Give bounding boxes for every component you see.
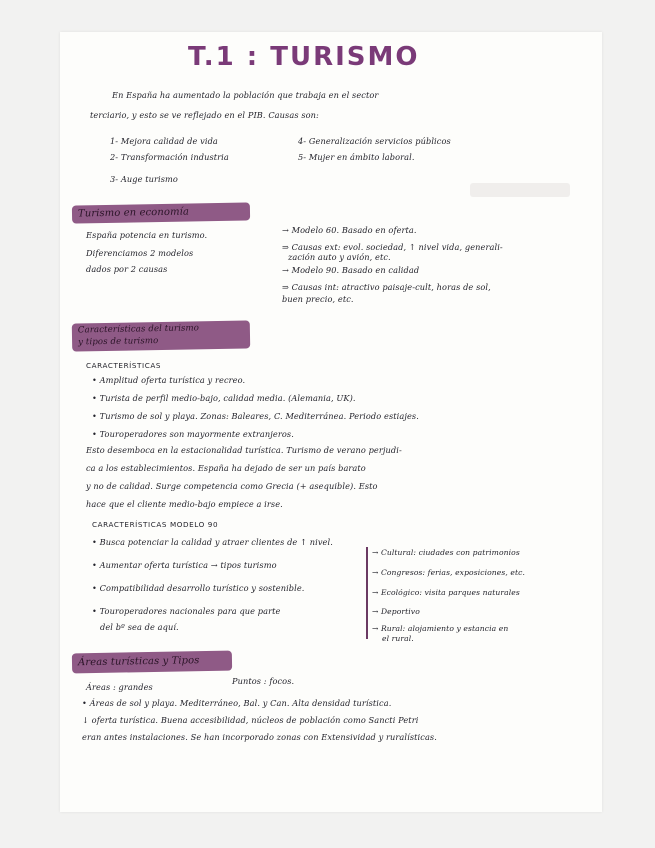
bullet-item: • Touroperadores nacionales para que parte [92, 606, 281, 616]
cause-item: 3- Auge turismo [110, 174, 178, 184]
tipo-item: → Cultural: ciudades con patrimonios [372, 548, 520, 557]
paragraph-line: Esto desemboca en la estacionalidad turística. Turismo de verano perjudi- [86, 445, 402, 455]
model-line: → Modelo 60. Basado en oferta. [282, 225, 417, 235]
tipo-item: → Deportivo [372, 607, 420, 616]
section-heading-highlight [72, 320, 250, 351]
bullet-item: • Turismo de sol y playa. Zonas: Baleares, C. Mediterránea. Periodo estiajes. [92, 411, 419, 421]
model-line: zación auto y avión, etc. [288, 252, 391, 262]
areas-line: ↓ oferta turística. Buena accesibilidad, núcleos de población como Sancti Petri [82, 715, 419, 725]
paragraph-line: hace que el cliente medio-bajo empiece a irse. [86, 499, 283, 509]
paragraph-line: y no de calidad. Surge competencia como Grecia (+ asequible). Esto [86, 481, 378, 491]
areas-label: Áreas : grandes [86, 682, 153, 692]
model-line: → Modelo 90. Basado en calidad [282, 265, 420, 275]
bullet-item: • Turista de perfil medio-bajo, calidad media. (Alemania, UK). [92, 393, 356, 403]
section-heading: Características del turismo [77, 323, 200, 336]
cause-item: 1- Mejora calidad de vida [110, 136, 218, 146]
section-text: España potencia en turismo. [86, 230, 208, 240]
page-title: T.1 : TURISMO [188, 42, 420, 72]
cause-item: 4- Generalización servicios públicos [298, 136, 451, 146]
cause-item: 2- Transformación industria [110, 152, 229, 162]
subsection-title: CARACTERÍSTICAS MODELO 90 [92, 520, 219, 529]
section-heading: Turismo en economía [77, 206, 190, 220]
section-heading-highlight [72, 651, 232, 674]
intro-line: En España ha aumentado la población que trabaja en el sector [112, 90, 379, 100]
tipo-item: → Ecológico: visita parques naturales [372, 588, 520, 597]
bullet-item: • Amplitud oferta turística y recreo. [92, 375, 246, 385]
intro-line: terciario, y esto se ve reflejado en el PIB. Causas son: [90, 110, 319, 120]
tipo-item: el rural. [382, 634, 414, 643]
section-heading: y tipos de turismo [78, 336, 159, 348]
model-line: buen precio, etc. [282, 294, 354, 304]
notebook-page [60, 32, 602, 812]
tipo-item: → Rural: alojamiento y estancia en [372, 624, 509, 633]
cause-item: 5- Mujer en ámbito laboral. [298, 152, 415, 162]
model-line: ⇒ Causas int: atractivo paisaje-cult, horas de sol, [282, 282, 491, 292]
bullet-item: del bº sea de aquí. [100, 622, 179, 632]
section-heading: Áreas turísticas y Tipos [77, 655, 200, 669]
paragraph-line: ca a los establecimientos. España ha dejado de ser un país barato [86, 463, 366, 473]
section-heading-highlight [72, 202, 250, 223]
section-text: dados por 2 causas [86, 264, 168, 274]
areas-line: eran antes instalaciones. Se han incorporado zonas con Extensividad y ruralísticas. [82, 732, 437, 742]
bullet-item: • Compatibilidad desarrollo turístico y sostenible. [92, 583, 305, 593]
bracket-line [366, 547, 368, 639]
model-line: ⇒ Causas ext: evol. sociedad, ↑ nivel vida, generali- [282, 242, 503, 252]
bullet-item: • Aumentar oferta turística → tipos turismo [92, 560, 277, 570]
bullet-item: • Busca potenciar la calidad y atraer clientes de ↑ nivel. [92, 537, 333, 547]
tipo-item: → Congresos: ferias, exposiciones, etc. [372, 568, 525, 577]
bullet-item: • Touroperadores son mayormente extranjeros. [92, 429, 294, 439]
section-text: Diferenciamos 2 modelos [86, 248, 194, 258]
areas-line: • Áreas de sol y playa. Mediterráneo, Bal. y Can. Alta densidad turística. [82, 698, 392, 708]
subsection-title: CARACTERÍSTICAS [86, 361, 162, 370]
eraser-smudge [470, 183, 570, 197]
puntos-label: Puntos : focos. [232, 676, 295, 686]
